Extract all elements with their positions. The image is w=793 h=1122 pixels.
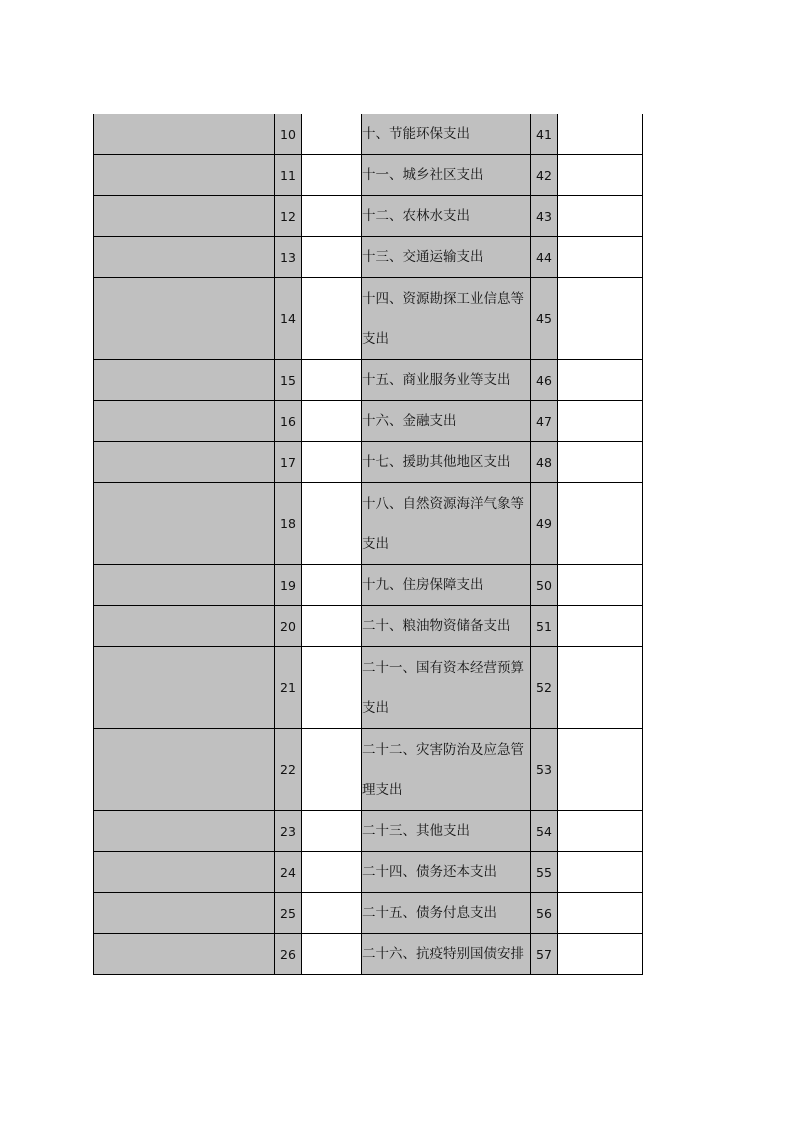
- expense-item-label: 十一、城乡社区支出: [362, 155, 531, 196]
- income-row-number: 22: [275, 729, 302, 811]
- table-row: [94, 934, 643, 975]
- table-row: [94, 360, 643, 401]
- income-amount-cell: [302, 155, 362, 196]
- expense-row-number: 44: [531, 237, 558, 278]
- expense-row-number: 43: [531, 196, 558, 237]
- income-row-number: 12: [275, 196, 302, 237]
- expense-item-label: [362, 729, 531, 811]
- table-row: [94, 401, 643, 442]
- income-row-number: 15: [275, 360, 302, 401]
- expense-amount-cell: [558, 893, 643, 934]
- income-row-number: 10: [275, 114, 302, 155]
- expense-item-label: [362, 647, 531, 729]
- income-row-number: 25: [275, 893, 302, 934]
- expense-amount-cell: [558, 606, 643, 647]
- income-amount-cell: [302, 114, 362, 155]
- income-item-cell: [94, 606, 275, 647]
- income-amount-cell: [302, 811, 362, 852]
- income-row-number: 20: [275, 606, 302, 647]
- expense-item-label: 十九、住房保障支出: [362, 565, 531, 606]
- table-row: [94, 606, 643, 647]
- expense-item-label: 二十三、其他支出: [362, 811, 531, 852]
- expense-item-line: 支出: [362, 699, 389, 716]
- income-item-cell: [94, 196, 275, 237]
- income-item-cell: [94, 360, 275, 401]
- income-row-number: 21: [275, 647, 302, 729]
- expense-item-line: 支出: [362, 535, 389, 552]
- expense-item-label: 十七、援助其他地区支出: [362, 442, 531, 483]
- income-amount-cell: [302, 401, 362, 442]
- budget-table: [93, 114, 643, 975]
- expense-item-line: 十八、自然资源海洋气象等: [362, 495, 524, 512]
- expense-amount-cell: [558, 196, 643, 237]
- expense-row-number: 46: [531, 360, 558, 401]
- expense-item-label: 十二、农林水支出: [362, 196, 531, 237]
- expense-amount-cell: [558, 811, 643, 852]
- income-amount-cell: [302, 278, 362, 360]
- expense-row-number: 55: [531, 852, 558, 893]
- income-row-number: 23: [275, 811, 302, 852]
- income-amount-cell: [302, 852, 362, 893]
- income-amount-cell: [302, 729, 362, 811]
- income-item-cell: [94, 237, 275, 278]
- expense-item-label: 二十六、抗疫特别国债安排: [362, 934, 531, 975]
- expense-item-line: 二十二、灾害防治及应急管: [362, 741, 524, 758]
- table-row: [94, 278, 643, 360]
- income-amount-cell: [302, 934, 362, 975]
- expense-amount-cell: [558, 360, 643, 401]
- income-item-cell: [94, 934, 275, 975]
- expense-row-number: 56: [531, 893, 558, 934]
- income-item-cell: [94, 442, 275, 483]
- expense-amount-cell: [558, 565, 643, 606]
- expense-item-label: 十、节能环保支出: [362, 114, 531, 155]
- income-row-number: 13: [275, 237, 302, 278]
- expense-item-label: 十三、交通运输支出: [362, 237, 531, 278]
- income-item-cell: [94, 852, 275, 893]
- income-item-cell: [94, 729, 275, 811]
- expense-row-number: 41: [531, 114, 558, 155]
- income-amount-cell: [302, 606, 362, 647]
- income-amount-cell: [302, 196, 362, 237]
- expense-amount-cell: [558, 483, 643, 565]
- income-item-cell: [94, 811, 275, 852]
- income-amount-cell: [302, 360, 362, 401]
- expense-amount-cell: [558, 278, 643, 360]
- income-row-number: 11: [275, 155, 302, 196]
- table-row: [94, 155, 643, 196]
- income-amount-cell: [302, 442, 362, 483]
- income-item-cell: [94, 278, 275, 360]
- expense-amount-cell: [558, 237, 643, 278]
- expense-row-number: 51: [531, 606, 558, 647]
- expense-item-line: 二十一、国有资本经营预算: [362, 659, 524, 676]
- table-row: [94, 729, 643, 811]
- expense-row-number: 53: [531, 729, 558, 811]
- income-row-number: 19: [275, 565, 302, 606]
- expense-item-label: [362, 483, 531, 565]
- income-item-cell: [94, 647, 275, 729]
- table-row: [94, 647, 643, 729]
- expense-row-number: 42: [531, 155, 558, 196]
- income-item-cell: [94, 483, 275, 565]
- expense-amount-cell: [558, 442, 643, 483]
- expense-row-number: 54: [531, 811, 558, 852]
- expense-amount-cell: [558, 729, 643, 811]
- expense-row-number: 47: [531, 401, 558, 442]
- table-row: [94, 442, 643, 483]
- income-amount-cell: [302, 483, 362, 565]
- income-amount-cell: [302, 565, 362, 606]
- table-row: [94, 852, 643, 893]
- table-row: [94, 565, 643, 606]
- expense-amount-cell: [558, 401, 643, 442]
- income-row-number: 18: [275, 483, 302, 565]
- expense-item-label: [362, 278, 531, 360]
- expense-item-label: 二十五、债务付息支出: [362, 893, 531, 934]
- table-row: [94, 237, 643, 278]
- income-row-number: 16: [275, 401, 302, 442]
- expense-item-line: 理支出: [362, 781, 403, 798]
- income-item-cell: [94, 155, 275, 196]
- income-amount-cell: [302, 893, 362, 934]
- income-item-cell: [94, 401, 275, 442]
- expense-row-number: 50: [531, 565, 558, 606]
- expense-amount-cell: [558, 155, 643, 196]
- expense-row-number: 48: [531, 442, 558, 483]
- expense-item-label: 二十、粮油物资储备支出: [362, 606, 531, 647]
- expense-item-label: 十五、商业服务业等支出: [362, 360, 531, 401]
- expense-item-line: 支出: [362, 330, 389, 347]
- table-row: [94, 893, 643, 934]
- table-row: [94, 196, 643, 237]
- expense-row-number: 49: [531, 483, 558, 565]
- table-row: [94, 483, 643, 565]
- expense-amount-cell: [558, 934, 643, 975]
- expense-amount-cell: [558, 647, 643, 729]
- income-item-cell: [94, 893, 275, 934]
- income-row-number: 17: [275, 442, 302, 483]
- income-row-number: 26: [275, 934, 302, 975]
- income-amount-cell: [302, 237, 362, 278]
- expense-row-number: 57: [531, 934, 558, 975]
- income-row-number: 24: [275, 852, 302, 893]
- expense-item-line: 十四、资源勘探工业信息等: [362, 290, 524, 307]
- income-row-number: 14: [275, 278, 302, 360]
- expense-item-label: 十六、金融支出: [362, 401, 531, 442]
- expense-row-number: 45: [531, 278, 558, 360]
- income-item-cell: [94, 565, 275, 606]
- income-item-cell: [94, 114, 275, 155]
- table-row: [94, 811, 643, 852]
- expense-amount-cell: [558, 114, 643, 155]
- expense-amount-cell: [558, 852, 643, 893]
- expense-item-label: 二十四、债务还本支出: [362, 852, 531, 893]
- income-amount-cell: [302, 647, 362, 729]
- expense-row-number: 52: [531, 647, 558, 729]
- table-row: [94, 114, 643, 155]
